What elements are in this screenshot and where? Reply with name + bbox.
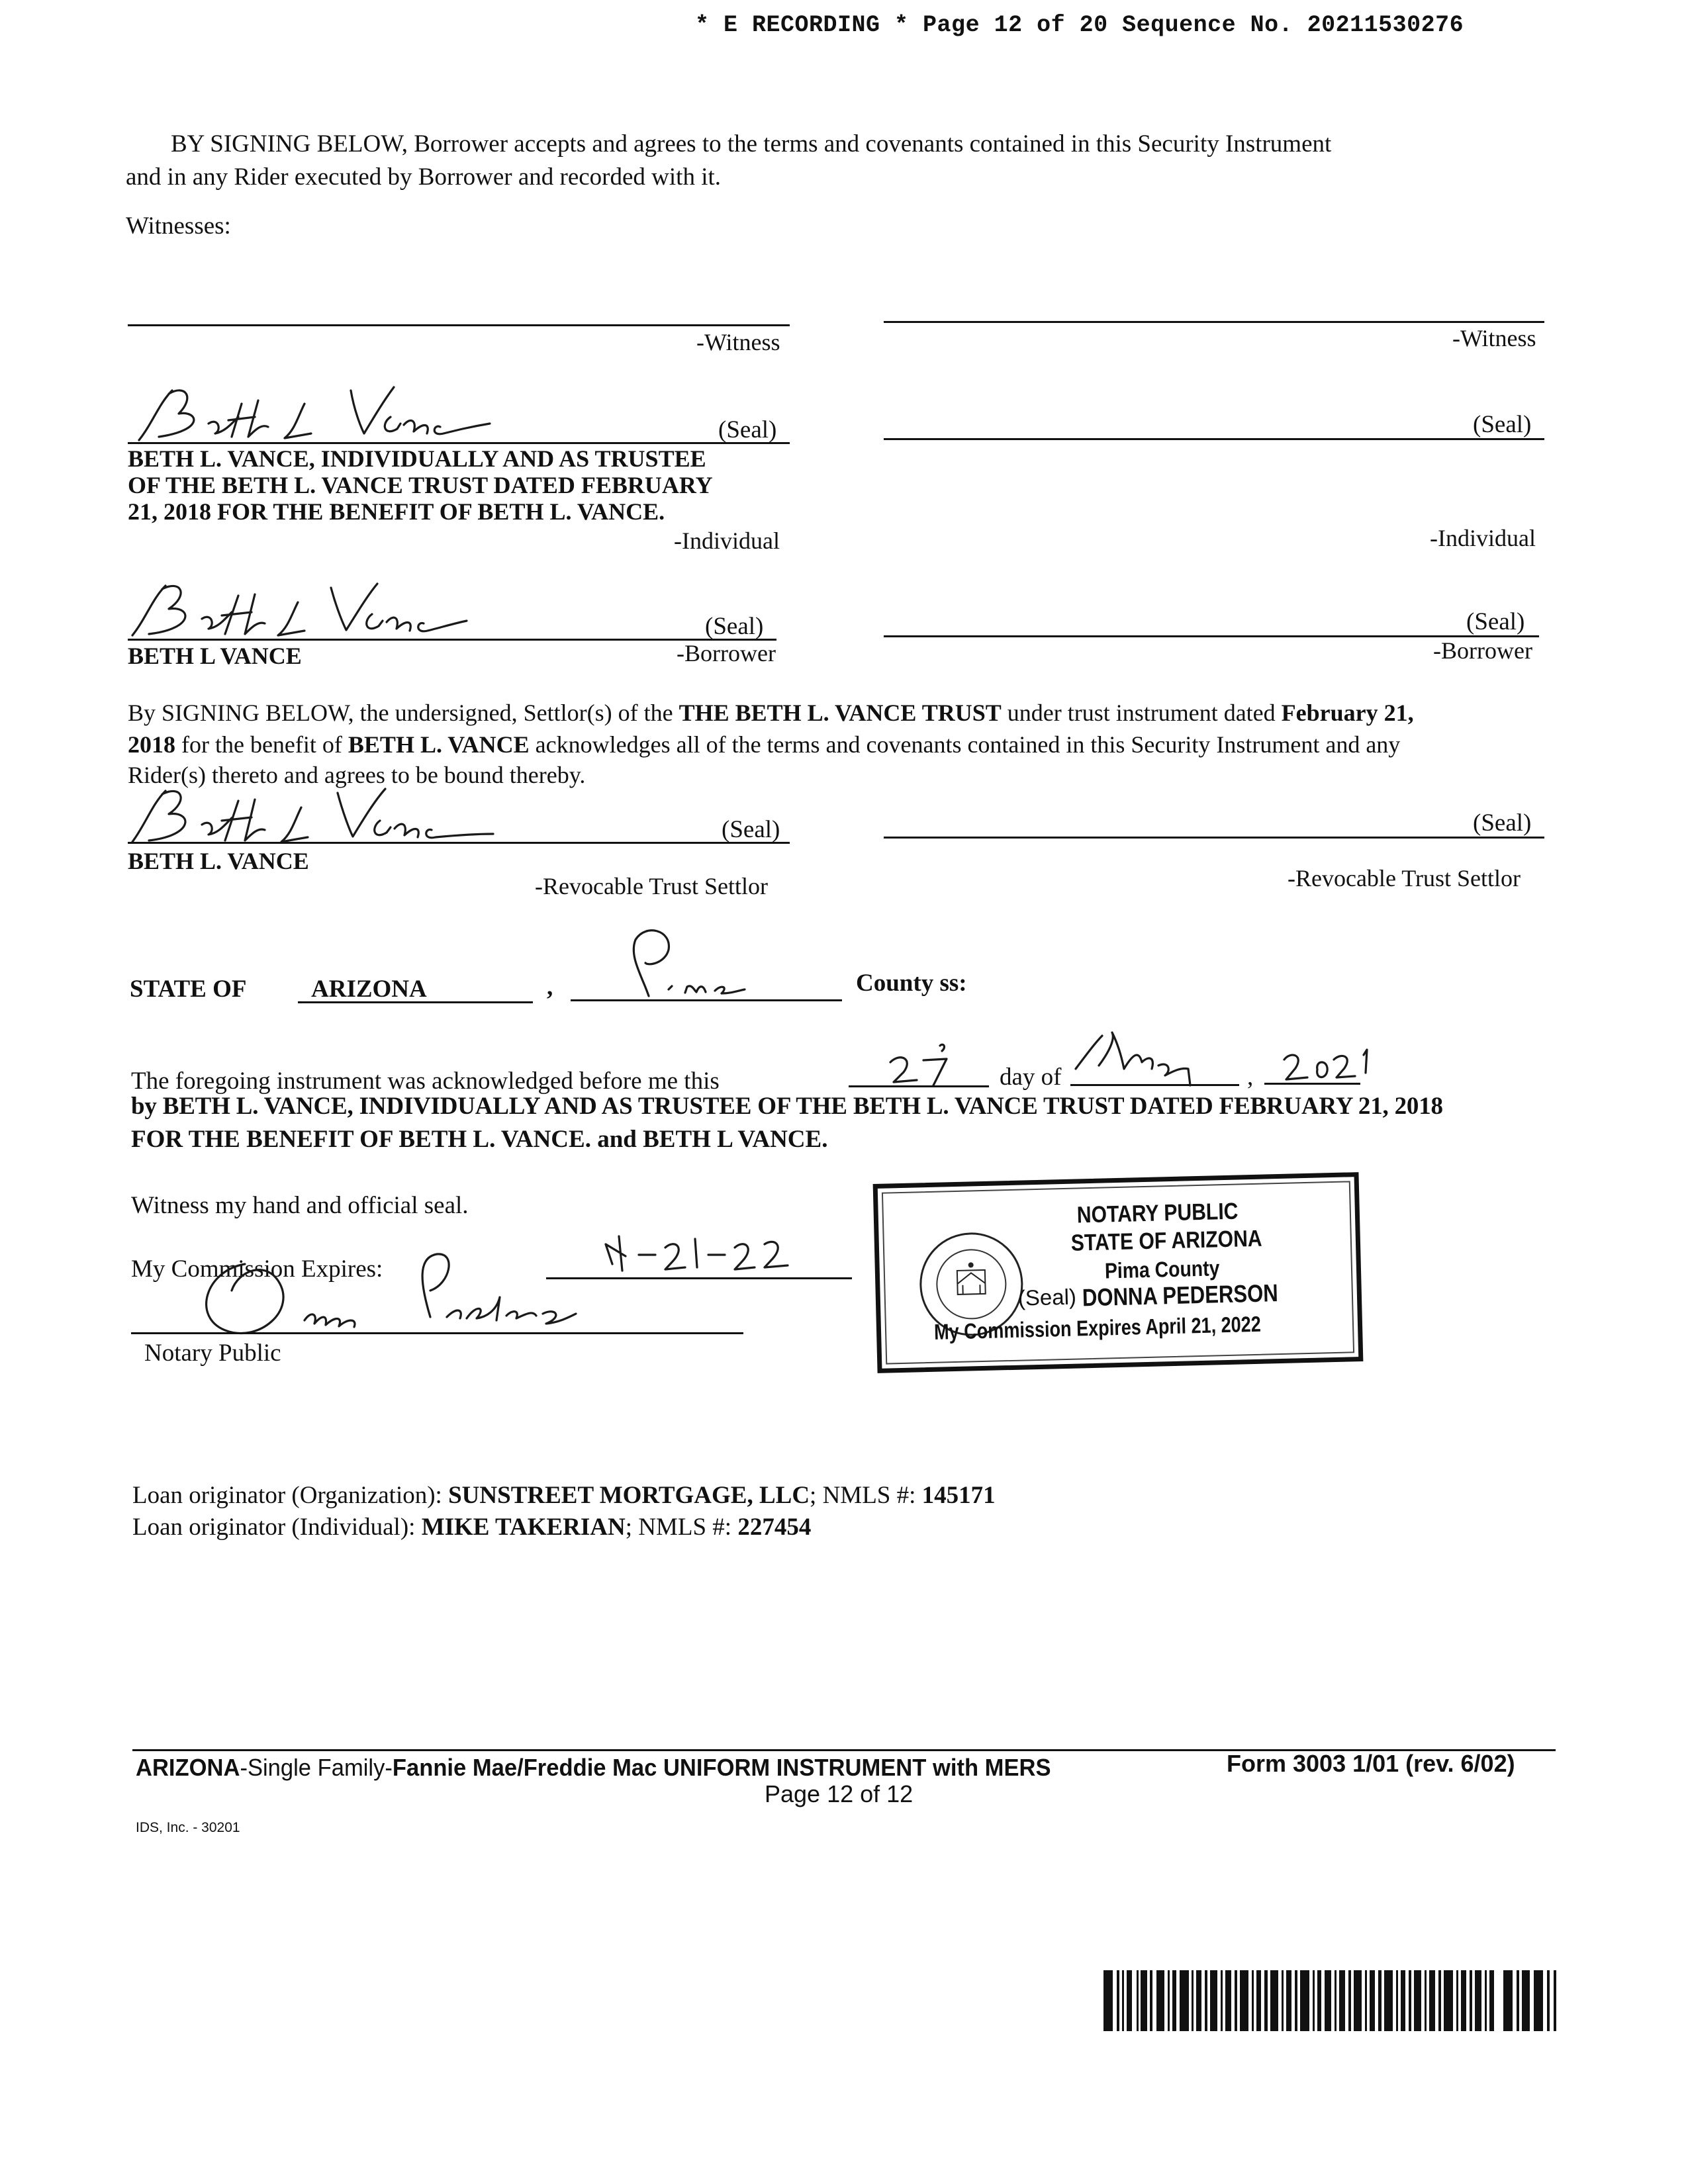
role-right-2: -Borrower — [1433, 637, 1532, 664]
year-value — [1284, 1063, 1286, 1064]
settlor-trust-name: THE BETH L. VANCE TRUST — [679, 700, 1002, 726]
seal-left-3: (Seal) — [722, 816, 780, 843]
notary-signature-line — [131, 1332, 743, 1334]
witness-hand-text: Witness my hand and official seal. — [131, 1192, 469, 1219]
state-value: ARIZONA — [311, 976, 427, 1003]
notary-stamp — [873, 1172, 1364, 1373]
footer-ids: IDS, Inc. - 30201 — [136, 1820, 240, 1835]
day-handwritten — [884, 1039, 963, 1095]
settlor-line-2 — [128, 731, 1400, 758]
state-seal-emblem-icon — [937, 1250, 1006, 1318]
loan-org-nmls: 145171 — [921, 1482, 996, 1509]
seal-right-2: (Seal) — [1466, 608, 1525, 635]
commission-expires-label: My Commission Expires: — [131, 1255, 383, 1283]
footer-form-name: Fannie Mae/Freddie Mac UNIFORM INSTRUMENT with MERS — [392, 1754, 1051, 1781]
loan-ind-nmls: 227454 — [737, 1514, 812, 1541]
county-handwritten-value — [626, 973, 627, 974]
loan-originator-individual — [132, 1513, 811, 1541]
footer-form-title — [136, 1754, 1051, 1782]
ack-by-line-1: by BETH L. VANCE, INDIVIDUALLY AND AS TRUSTEE OF THE BETH L. VANCE TRUST DATED FEBRUARY 21, 2018 — [131, 1093, 1443, 1120]
loan-ind-name: MIKE TAKERIAN — [421, 1514, 626, 1541]
witnesses-label: Witnesses: — [126, 212, 231, 240]
date-comma: , — [1247, 1064, 1254, 1091]
settlor-text-b: for the benefit of — [175, 731, 348, 758]
stamp-line-1: NOTARY PUBLIC — [1076, 1198, 1239, 1228]
footer-form-state: ARIZONA — [136, 1754, 240, 1781]
expires-handwritten — [599, 1231, 798, 1281]
signature-notary — [185, 1244, 596, 1353]
witness-line-right — [884, 321, 1544, 323]
footer-page: Page 12 of 12 — [765, 1780, 914, 1807]
role-right-3: -Revocable Trust Settlor — [1288, 865, 1521, 891]
footer-form-type: -Single Family- — [240, 1754, 393, 1781]
seal-left-2: (Seal) — [705, 613, 764, 640]
signature-beth-vance-2 — [126, 576, 470, 645]
state-comma: , — [547, 974, 553, 1001]
settlor-text-d: acknowledges all of the terms and covenants contained in this Security Instrument and any — [529, 731, 1401, 758]
signature-line-left-1 — [128, 442, 790, 444]
month-value — [1079, 1063, 1080, 1064]
settlor-date-b: 2018 — [128, 731, 175, 758]
settlor-line-3: Rider(s) thereto and agrees to be bound thereby. — [128, 762, 586, 788]
role-left-1: -Individual — [674, 527, 780, 554]
county-label: County ss: — [856, 970, 967, 997]
seal-right-3: (Seal) — [1473, 809, 1532, 837]
loan-ind-label: Loan originator (Individual): — [132, 1514, 422, 1541]
state-label: STATE OF — [130, 976, 247, 1003]
ack-text: The foregoing instrument was acknowledged before me this — [131, 1068, 720, 1095]
day-of-label: day of — [1000, 1064, 1062, 1091]
recording-header: * E RECORDING * Page 12 of 20 Sequence No. 20211530276 — [695, 12, 1464, 38]
footer-form-number: Form 3003 1/01 (rev. 6/02) — [1227, 1750, 1515, 1777]
stamp-line-2: STATE OF ARIZONA — [1070, 1225, 1262, 1256]
loan-ind-nmls-label: ; NMLS #: — [625, 1514, 738, 1541]
signature-line-right-1 — [884, 438, 1544, 440]
seal-right-1: (Seal) — [1473, 411, 1532, 438]
signature-line-right-3 — [884, 837, 1544, 839]
loan-org-nmls-label: ; NMLS #: — [810, 1482, 922, 1509]
arizona-state-seal-inner — [935, 1248, 1008, 1320]
month-handwritten — [1072, 1029, 1205, 1092]
stamp-seal-label: (Seal) — [1017, 1284, 1077, 1310]
signer1-name-line-3: 21, 2018 FOR THE BENEFIT OF BETH L. VANCE. — [128, 498, 665, 525]
state-line — [298, 1001, 533, 1003]
settlor-text-a: By SIGNING BELOW, the undersigned, Settlor(s) of the — [128, 700, 679, 726]
witness-line-left — [128, 324, 790, 326]
stamp-line-5: My Commission Expires April 21, 2022 — [933, 1311, 1262, 1344]
intro-line-1: BY SIGNING BELOW, Borrower accepts and agrees to the terms and covenants contained in this Security Instrument — [171, 130, 1332, 158]
signer2-name: BETH L VANCE — [128, 643, 302, 669]
witness-label-right: -Witness — [1452, 325, 1536, 351]
settlor-beneficiary: BETH L. VANCE — [348, 731, 530, 758]
year-handwritten — [1281, 1043, 1380, 1093]
settlor-text-c: under trust instrument dated — [1001, 700, 1282, 726]
seal-left-1: (Seal) — [718, 416, 777, 443]
intro-line-2: and in any Rider executed by Borrower and recorded with it. — [126, 163, 722, 191]
stamp-line-4: DONNA PEDERSON — [1082, 1279, 1279, 1312]
signer1-name-line-2: OF THE BETH L. VANCE TRUST DATED FEBRUARY — [128, 472, 713, 498]
notary-public-label: Notary Public — [144, 1340, 281, 1367]
loan-org-label: Loan originator (Organization): — [132, 1482, 449, 1509]
settlor-line-1 — [128, 699, 1414, 727]
settlor-date-a: February 21, — [1281, 700, 1414, 726]
signer1-name-line-1: BETH L. VANCE, INDIVIDUALLY AND AS TRUSTEE — [128, 445, 706, 472]
stamp-line-3: Pima County — [1104, 1255, 1220, 1283]
witness-label-left: -Witness — [696, 329, 780, 355]
signer3-name: BETH L. VANCE — [128, 848, 309, 874]
loan-org-name: SUNSTREET MORTGAGE, LLC — [448, 1482, 810, 1509]
signature-line-left-3 — [128, 842, 790, 844]
role-right-1: -Individual — [1430, 525, 1536, 551]
role-left-3: -Revocable Trust Settlor — [535, 873, 768, 899]
ack-by-line-2: FOR THE BENEFIT OF BETH L. VANCE. and BETH L VANCE. — [131, 1126, 828, 1153]
role-left-2: -Borrower — [677, 640, 776, 666]
loan-originator-org — [132, 1481, 996, 1510]
barcode — [1103, 1970, 1560, 2031]
county-handwritten — [622, 923, 755, 1006]
signature-beth-vance-3 — [126, 781, 496, 850]
